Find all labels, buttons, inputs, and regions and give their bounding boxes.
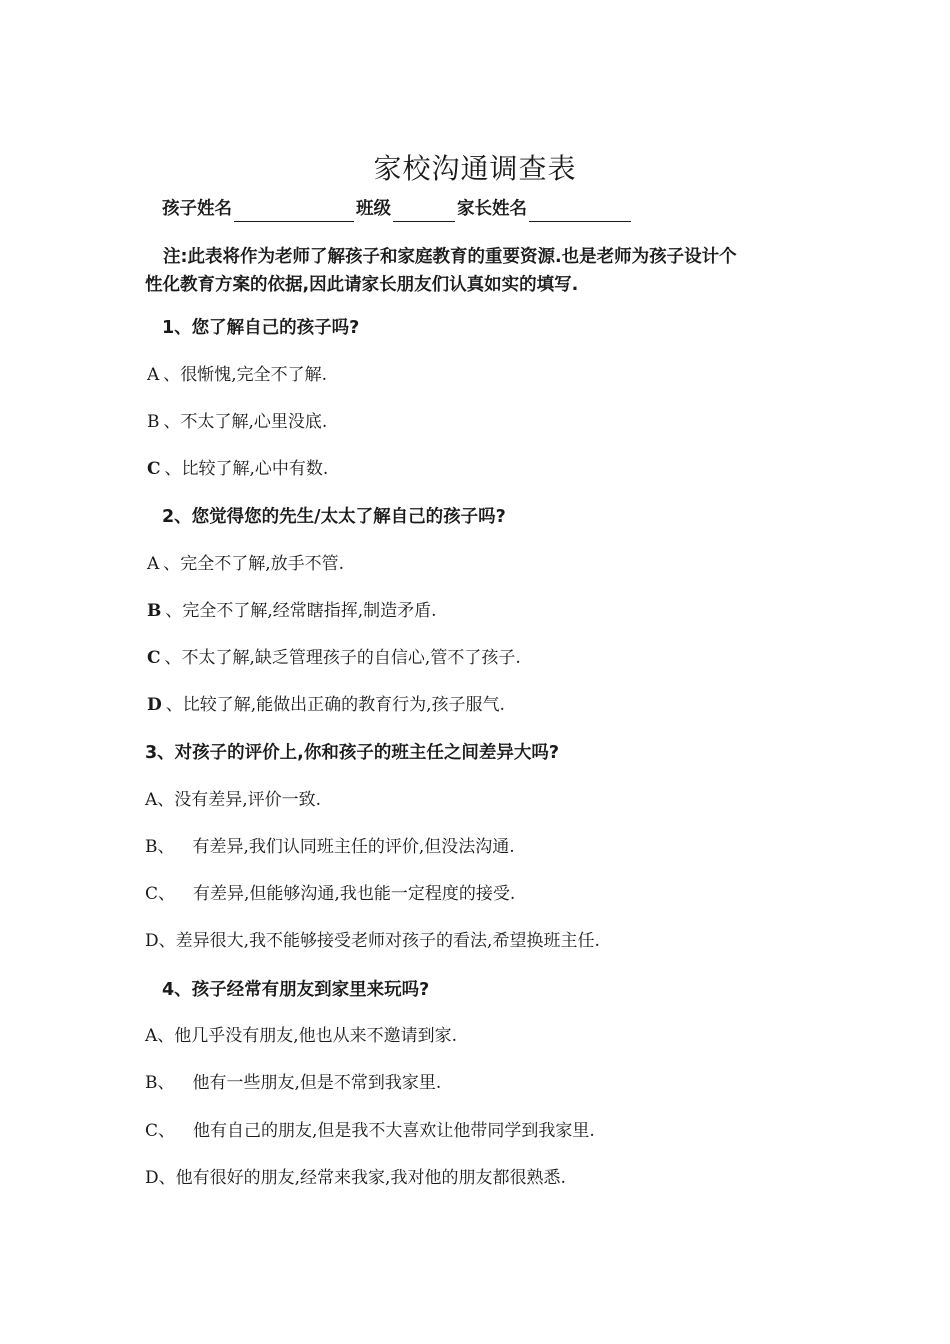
class-field[interactable] bbox=[393, 201, 455, 222]
parent-name-field[interactable] bbox=[529, 201, 631, 222]
option-1c: C 、比较了解,心中有数. bbox=[147, 459, 329, 479]
option-3a: A、没有差异,评价一致. bbox=[145, 790, 322, 810]
question-2: 2、您觉得您的先生/太太了解自己的孩子吗? bbox=[162, 507, 506, 527]
option-2d: D 、比较了解,能做出正确的教育行为,孩子服气. bbox=[147, 695, 505, 715]
option-2a: A 、完全不了解,放手不管. bbox=[147, 554, 345, 574]
child-name-field[interactable] bbox=[234, 201, 354, 222]
option-3b: B、 有差异,我们认同班主任的评价,但没法沟通. bbox=[145, 837, 515, 857]
option-4d: D、他有很好的朋友,经常来我家,我对他的朋友都很熟悉. bbox=[145, 1168, 566, 1188]
question-4: 4、孩子经常有朋友到家里来玩吗? bbox=[162, 980, 430, 1000]
page-title: 家校沟通调查表 bbox=[373, 151, 577, 185]
question-1: 1、您了解自己的孩子吗? bbox=[162, 318, 360, 338]
note-paragraph bbox=[145, 243, 805, 299]
question-3: 3、对孩子的评价上,你和孩子的班主任之间差异大吗? bbox=[145, 743, 559, 763]
option-4a: A、他几乎没有朋友,他也从来不邀请到家. bbox=[145, 1026, 458, 1046]
note-line-1: 注:此表将作为老师了解孩子和家庭教育的重要资源.也是老师为孩子设计个 bbox=[163, 247, 737, 267]
option-4c: C、 他有自己的朋友,但是我不大喜欢让他带同学到我家里. bbox=[145, 1121, 595, 1141]
option-2c: C 、不太了解,缺乏管理孩子的自信心,管不了孩子. bbox=[147, 648, 521, 668]
option-3d: D、差异很大,我不能够接受老师对孩子的看法,希望换班主任. bbox=[145, 931, 600, 951]
info-fields bbox=[162, 196, 633, 222]
option-3c: C、 有差异,但能够沟通,我也能一定程度的接受. bbox=[145, 884, 516, 904]
option-4b: B、 他有一些朋友,但是不常到我家里. bbox=[145, 1073, 442, 1093]
child-name-label: 孩子姓名 bbox=[162, 199, 232, 219]
option-2b: B 、完全不了解,经常瞎指挥,制造矛盾. bbox=[147, 601, 437, 621]
option-1b: B 、不太了解,心里没底. bbox=[147, 412, 328, 432]
option-1a: A 、很惭愧,完全不了解. bbox=[147, 365, 328, 385]
parent-name-label: 家长姓名 bbox=[457, 199, 527, 219]
class-label: 班级 bbox=[356, 199, 391, 219]
note-line-2: 性化教育方案的依据,因此请家长朋友们认真如实的填写. bbox=[145, 275, 579, 295]
